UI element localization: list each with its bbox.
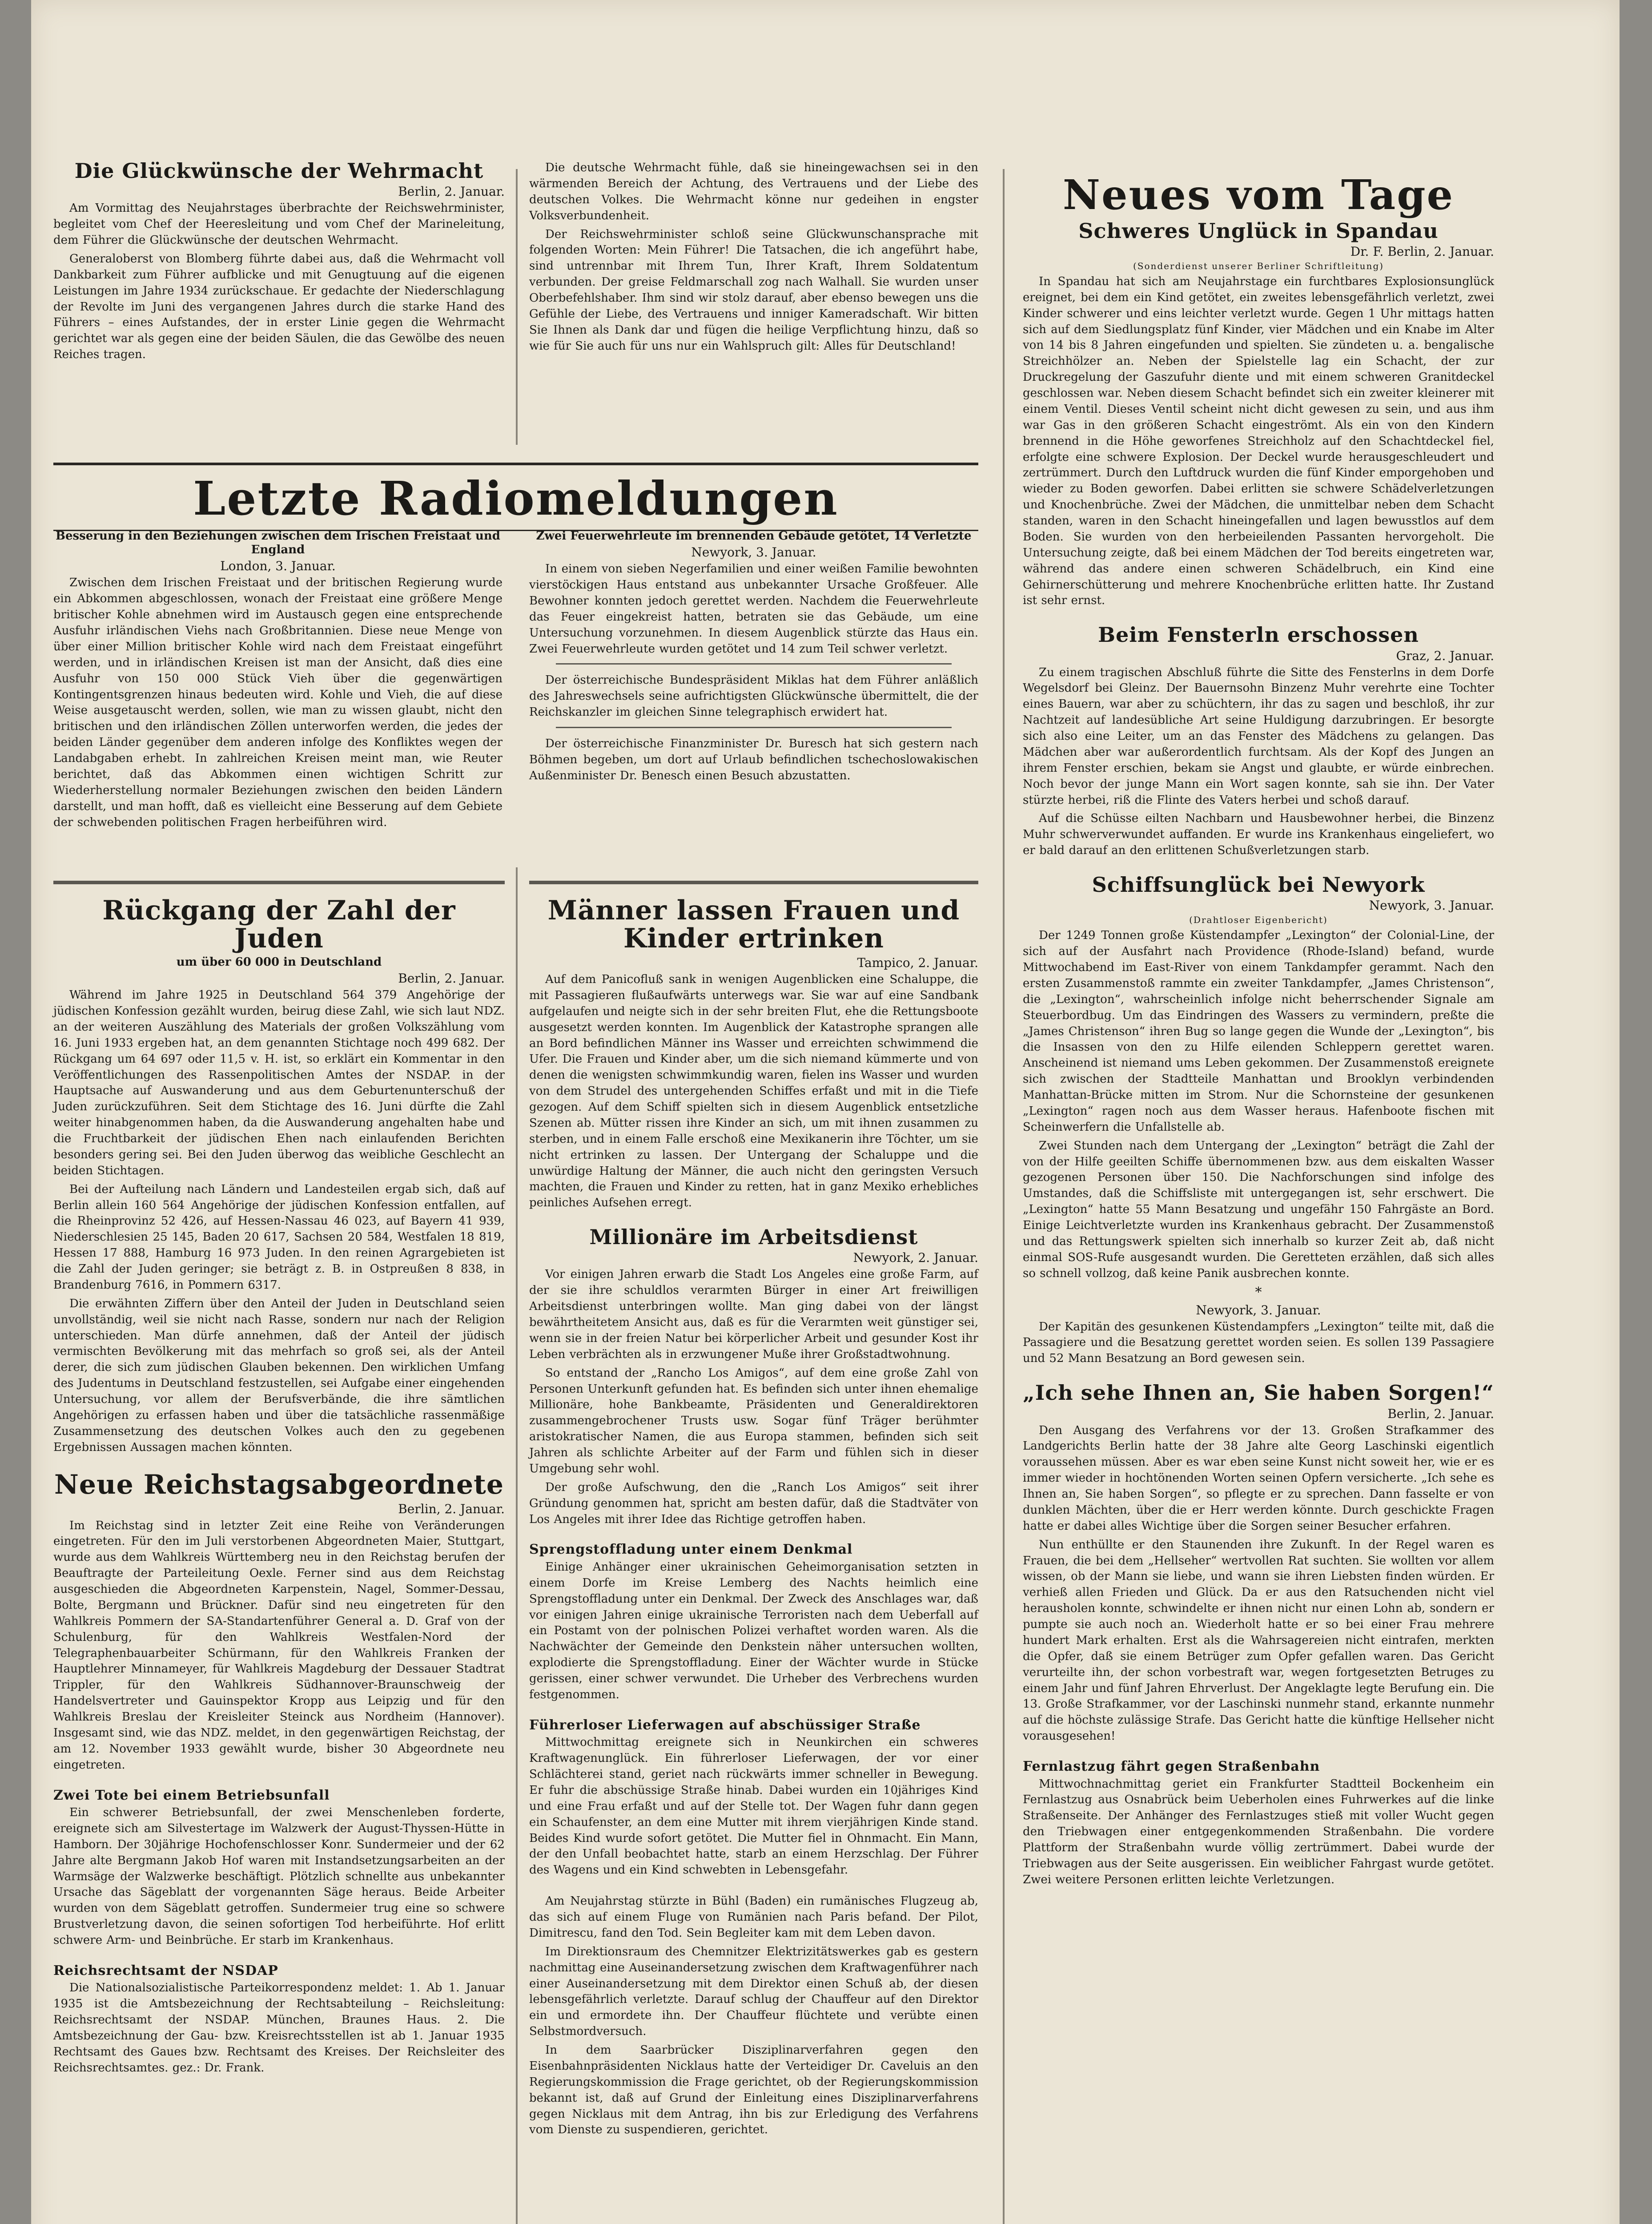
- article-paragraph: Der Kapitän des gesunkenen Küstendampfers „Lexington“ teilte mit, daß die Passagiere und die Besatzung gerettet worden seien. Es sollen 139 Passagiere und 52 Mann Besatzung an Bord gewesen sein.: [1023, 1320, 1494, 1366]
- article-paragraph: Der österreichische Bundespräsident Miklas hat dem Führer anläßlich des Jahreswechsels seine aufrichtigsten Glückwünsche übermittelt, die der Reichskanzler im gleichen Sinne telegraphisch erwidert hat.: [529, 673, 978, 719]
- article-paragraph: Vor einigen Jahren erwarb die Stadt Los Angeles eine große Farm, auf der sie ihre schuldlos verarmten Bürger in einer Art freiwilligen Arbeitsdienst unterbringen wollte. Man ging dabei von der längst bewährtheitetem Ansicht aus, daß es für die Verarmten weit günstiger sei, wenn sie in der freien Natur bei körperlicher Arbeit und gesunder Kost ihr Leben verbrächten als in erzwungener Muße ihrer Großstadtwohnung.: [529, 1268, 978, 1361]
- article-paragraph: Der große Aufschwung, den die „Ranch Los Amigos“ seit ihrer Gründung genommen hat, spricht am besten dafür, daß die Stadtväter von Los Angeles mit ihrer Idee das Richtige getroffen haben.: [529, 1480, 978, 1526]
- article-flugzeug: [529, 1894, 978, 2138]
- article-juden: [53, 897, 505, 1456]
- article-paragraph: Der 1249 Tonnen große Küstendampfer „Lexington“ der Colonial-Line, der sich auf der Ausfahrt nach Providence (Rhode-Island) befand, wurde Mittwochabend im East-River von einem Tankdampfer gerammt. Nach den ersten Zusammenstoß rammte ein zweiter Tankdampfer, „James Christenson“, die „Lexington“, wahrscheinlich infolge nicht beherrschender Signale am Steuerbordbug. Um das Eindringen des Wassers zu vermindern, preßte die „James Christenson“ ihren Bug so lange gegen die Wunde der „Lexington“, bis die Insassen von den zu Hilfe eilenden Schleppern gerettet waren. Anscheinend ist niemand ums Leben gekommen. Der Zusammenstoß ereignete sich zwischen der Stadtteile Manhattan und Brooklyn verbindenden Manhattan-Brücke mitten im Strom. Nur die Schornsteine der gesunkenen „Lexington“ ragen noch aus dem Wasser heraus. Hafenboote fischen mit Scheinwerfern die Unfallstelle ab.: [1023, 929, 1494, 1134]
- article-headline: Führerloser Lieferwagen auf abschüssiger Straße: [529, 1717, 921, 1733]
- article-headline: Neue Reichstagsabgeordnete: [54, 1469, 504, 1500]
- separator: [53, 881, 505, 884]
- article-dateline: Newyork, 3. Januar.: [1196, 1302, 1321, 1317]
- article-paragraph: Während im Jahre 1925 in Deutschland 564 379 Angehörige der jüdischen Konfession gezählt wurden, beirug diese Zahl, wie sich laut NDZ. an der weiteren Auszählung des Materials der großen Volkszählung vom 16. Juni 1933 ergeben hat, an dem genannten Stichtage noch 499 682. Der Rückgang um 64 697 oder 11,5 v. H. ist, so erklärt ein Kommentar in den Veröffentlichungen des Rassenpolitischen Amtes der NSDAP. in der Hauptsache auf Auswanderung und aus dem Geburtenunterschuß der Juden zurückzuführen. Seit dem Stichtage des 16. Juni dürfte die Zahl weiter hinabgenommen haben, da die Auswanderung angehalten habe und die Fruchtbarkeit der jüdischen Ehen nach einlaufenden Berichten besonders gering sei. Bei den Juden überwog das weibliche Geschlecht an beiden Stichtagen.: [53, 988, 505, 1177]
- radio-columns: [53, 529, 978, 850]
- article-dateline: Berlin, 2. Januar.: [1387, 1406, 1494, 1421]
- article-dateline: Tampico, 2. Januar.: [857, 955, 978, 970]
- column-1-top: [53, 160, 505, 378]
- article-paragraph: Auf die Schüsse eilten Nachbarn und Hausbewohner herbei, die Binzenz Muhr schwerverwundet auffanden. Er wurde ins Krankenhaus eingeliefert, wo er bald darauf an den erlittenen Schußverletzungen starb.: [1023, 812, 1494, 858]
- article-headline: Sprengstoffladung unter einem Denkmal: [529, 1542, 853, 1558]
- article-paragraph: Auf dem Panicofluß sank in wenigen Augenblicken eine Schaluppe, die mit Passagieren flußaufwärts unterwegs war. Sie war auf eine Sandbank aufgelaufen und neigte sich in der sehr breiten Flut, ehe die Rettungsboote ausgesetzt werden konnten. Im Augenblick der Katastrophe sprangen alle an Bord befindlichen Männer ins Wasser und erreichten schwimmend die Ufer. Die Frauen und Kinder aber, um die sich niemand kümmerte und von denen die wenigsten schwimmkundig waren, fielen ins Wasser und wurden von dem Strudel des untergehenden Schiffes erfaßt und mit in die Tiefe gezogen. Auf dem Schiff spielten sich in diesem Augenblick entsetzliche Szenen ab. Mütter rissen ihre Kinder an sich, um mit ihnen zusammen zu sterben, und in einem Falle erschoß eine Mexikanerin ihre Töchter, um sie nicht ertrinken zu lassen. Der Untergang der Schaluppe und die unwürdige Haltung der Männer, die auch nicht den geringsten Versuch machten, die Frauen und Kinder zu retten, hat in ganz Mexiko erhebliches peinliches Aufsehen erregt.: [529, 973, 978, 1210]
- column-2-top: [529, 160, 978, 370]
- article-paragraph: Der österreichische Finanzminister Dr. Buresch hat sich gestern nach Böhmen begeben, um dort auf Urlaub befindlichen tschechoslowakischen Außenminister Dr. Benesch einen Besuch abzustatten.: [529, 737, 978, 782]
- article-paragraph: In Spandau hat sich am Neujahrstage ein furchtbares Explosionsunglück ereignet, bei dem ein Kind getötet, ein zweites lebensgefährlich verletzt, zwei Kinder schwerer und eins leichter verletzt wurde. Gegen 1 Uhr mittags hatten sich auf dem Siedlungsplatz fünf Kinder, vier Mädchen und ein Knabe im Alter von 14 bis 8 Jahren eingefunden und spielten. Sie zündeten u. a. bengalische Streichhölzer an. Neben der Spielstelle lag ein Schacht, der zur Druckregelung der Gaszufuhr diente und mit einem schweren Granitdeckel geschlossen war. Neben diesem Schacht befindet sich ein zweiter kleinerer mit einem Ventil. Dieses Ventil scheint nicht dicht gewesen zu sein, und aus ihm war Gas in den größeren Schacht eingeströmt. Als ein von den Kindern brennend in die Höhe geworfenes Streichholz auf den Schachtdeckel fiel, erfolgte eine schwere Explosion. Der Deckel wurde herausgeschleudert und zertrümmert. Durch den Luftdruck wurden die fünf Kinder emporgehoben und wieder zu Boden geworfen. Dabei erlitten sie schwere Schädelverletzungen und Knochenbrüche. Zwei der Mädchen, die unmittelbar neben dem Schacht standen, waren in den Schacht hineingefallen und lagen bewusstlos auf dem Boden. Sie wurden von den herbeieilenden Passanten hervorgeholt. Die Untersuchung zeigte, daß bei einem Mädchen der Tod bereits eingetreten war, während das andere einen schweren Schädelbruch, ein Kind eine Gehirnerschütterung und mehrere Knochenbrüche erlitten hatte. Ihr Zustand ist sehr ernst.: [1023, 274, 1494, 608]
- article-dateline: Dr. F. Berlin, 2. Januar.: [1350, 244, 1494, 259]
- article-fernlastzug: [1023, 1760, 1494, 1888]
- article-dateline: Graz, 2. Januar.: [1396, 648, 1494, 663]
- article-maenner: [529, 897, 978, 1211]
- article-source: (Drahtloser Eigenbericht): [1189, 915, 1328, 926]
- radio-section: [53, 463, 978, 531]
- article-dateline: Berlin, 2. Januar.: [398, 1501, 505, 1516]
- article-dateline: Newyork, 3. Januar.: [1369, 898, 1494, 913]
- column-2-lower: [529, 872, 978, 2153]
- article-headline: „Ich sehe Ihnen an, Sie haben Sorgen!“: [1023, 1381, 1494, 1405]
- article-paragraph: Nun enthüllte er den Staunenden ihre Zukunft. In der Regel waren es Frauen, die bei dem „Hellseher“ wertvollen Rat suchten. Sie wollten vor allem wissen, ob der Mann sie liebe, und wann sie ihren Liebsten finden würden. Er verhieß allen Frieden und Glück. Da er aus den Ratsuchenden nicht viel herausholen konnte, schwindelte er ihnen nicht nur einen Lohn ab, sondern er pumpte sie auch noch an. Wiederholt hatte er so bei einer Frau mehrere hundert Mark erhalten. Erst als die Wahrsagereien nicht eintrafen, merkten die Opfer, daß sie einem Betrüger zum Opfer gefallen waren. Das Gericht verurteilte ihn, der schon vorbestraft war, wegen fortgesetzten Betruges zu einem Jahr und fünf Jahren Ehrverlust. Der Angeklagte legte Berufung ein. Die 13. Große Strafkammer, vor der Laschinski nunmehr stand, erkannte nunmehr auf die höchste zulässige Strafe. Das Gericht hatte die künftige Hellseher nicht vorausgesehen!: [1023, 1538, 1494, 1743]
- article-paragraph: Zwei Stunden nach dem Untergang der „Lexington“ beträgt die Zahl der von der Hilfe geeilten Schiffe übernommenen bzw. aus dem eiskalten Wasser gezogenen Personen über 150. Die Nachforschungen sind infolge des Umstandes, daß die Schiffsliste mit untergegangen ist, sehr erschwert. Die „Lexington“ hatte 55 Mann Besatzung und ungefähr 150 Fahrgäste an Bord. Einige Leichtverletzte wurden ins Krankenhaus gebracht. Der Zusammenstoß und das Rettungswerk spielten sich innerhalb so kurzer Zeit ab, daß nicht einmal SOS-Rufe ausgesandt wurden. Die Geretteten erzählen, daß sich alles so schnell vollzog, daß keine Panik ausbrechen konnte.: [1023, 1139, 1494, 1280]
- article-paragraph: Zu einem tragischen Abschluß führte die Sitte des Fensterlns in dem Dorfe Wegelsdorf bei Gleinz. Der Bauernsohn Binzenz Muhr verehrte eine Tochter eines Bauern, war aber zu schüchtern, ihr das zu sagen und beschloß, ihr zur Nachtzeit auf landesübliche Art seine Huldigung darzubringen. Er besorgte sich also eine Leiter, um an das Fenster des Mädchens zu gelangen. Das Mädchen aber war außerordentlich furchtsam. Als der Kopf des Jungen an ihrem Fenster erschien, bekam sie Angst und glaubte, er würde einbrechen. Noch bevor der junge Mann ein Wort sagen konnte, sah sie ihn. Der Vater stürzte herbei, riß die Flinte des Vaters herbei und schoß darauf.: [1023, 665, 1494, 807]
- article-paragraph: Die erwähnten Ziffern über den Anteil der Juden in Deutschland seien unvollständig, weil sie nicht nach Rasse, sondern nur nach der Religion unterschieden. Man dürfe annehmen, daß der Anteil der jüdisch vermischten Bevölkerung mit das mehrfach so groß sei, als der Anteil derer, die sich zum jüdischen Glauben bekennen. Den wirklichen Umfang des Judentums in Deutschland festzustellen, sei Aufgabe einer eingehenden Untersuchung, vor allem der Berufsverbände, die ihre sämtlichen Angehörigen zu erfassen haben und über die tatsächliche rassenmäßige Zusammensetzung des deutschen Volkes auch den zu gegebenen Ergebnissen Aussagen machen könnten.: [53, 1297, 505, 1454]
- article-lieferwagen: [529, 1718, 978, 1878]
- article-millionaere: [529, 1226, 978, 1527]
- article-paragraph: Mittwochnachmittag geriet ein Frankfurter Stadtteil Bockenheim ein Fernlastzug aus Osnabrück beim Ueberholen eines Fuhrwerkes auf die linke Straßenseite. Der Anhänger des Fernlastzuges stieß mit voller Wucht gegen den Triebwagen einer entgegenkommenden Straßenbahn. Die vordere Plattform der Straßenbahn wurde völlig zertrümmert. Dabei wurde der Triebwagen aus der Seite ausgerissen. Ein weiblicher Fahrgast wurde getötet. Zwei weitere Personen erlitten leichte Verletzungen.: [1023, 1777, 1494, 1886]
- article-dateline: Berlin, 2. Januar.: [398, 184, 505, 199]
- separator: [529, 881, 978, 884]
- article-paragraph: Die deutsche Wehrmacht fühle, daß sie hineingewachsen sei in den wärmenden Bereich der Achtung, des Vertrauens und der Liebe des deutschen Volkes. Die Wehrmacht könne nur gedeihen in engster Volksverbundenheit.: [529, 161, 978, 222]
- article-subline: Besserung in den Beziehungen zwischen dem Irischen Freistaat und England: [56, 529, 500, 557]
- article-schiff: [1023, 874, 1494, 1367]
- article-paragraph: Den Ausgang des Verfahrens vor der 13. Großen Strafkammer des Landgerichts Berlin hatte der 38 Jahre alte Georg Laschinski eigentlich voraussehen müssen. Aber es war eben seine Kunst nicht soweit her, wie er es immer wieder in hochtönenden Worten seinen Opfern versicherte. „Ich sehe es Ihnen an, Sie haben Sorgen“, so pflegte er zu sprechen. Dann fasselte er von dunklen Mächten, über die er Herr werden könnte. Durch geschickte Fragen hatte er dabei alles Wichtige über die Sorgen seiner Besucher erfahren.: [1023, 1423, 1494, 1533]
- article-headline: Schiffsunglück bei Newyork: [1092, 873, 1425, 897]
- article-headline: Millionäre im Arbeitsdienst: [589, 1225, 918, 1249]
- article-wehrmacht-continued: [529, 160, 978, 355]
- column-rule: [516, 867, 518, 2224]
- radio-left: [53, 529, 502, 833]
- section-headline: Neues vom Tage: [1062, 171, 1455, 219]
- section-headline: Letzte Radiomeldungen: [193, 471, 839, 526]
- article-paragraph: In einem von sieben Negerfamilien und einer weißen Familie bewohnten vierstöckigen Haus entstand aus unbekannter Ursache Großfeuer. Alle Bewohner konnten jedoch gerettet werden. Nachdem die Feuerwehrleute das Feuer eingekreist hatten, betraten sie das Gebäude, um eine Untersuchung vorzunehmen. In diesem Augenblick stürzte das Haus ein. Zwei Feuerwehrleute wurden getötet und 14 zum Teil schwer verletzt.: [529, 562, 978, 656]
- article-headline: Männer lassen Frauen und Kinder ertrinken: [547, 895, 960, 954]
- article-paragraph: Ein schwerer Betriebsunfall, der zwei Menschenleben forderte, ereignete sich am Silvestertage im Walzwerk der August-Thyssen-Hütte in Hamborn. Der 30jährige Hochofenschlosser Konr. Sundermeier und der 62 Jahre alte Bergmann Jakob Hof waren mit Instandsetzungsarbeiten an der Warmsäge der Walzwerke beschäftigt. Plötzlich schnellte aus unbekannter Ursache das Sägeblatt der vorgenannten Säge heraus. Beide Arbeiter wurden von dem Sägeblatt getroffen. Sundermeier trug eine so schwere Brustverletzung davon, die seinen sofortigen Tod herbeiführte. Hof erlitt schwere Arm- und Beinbrüche. Er starb im Krankenhaus.: [53, 1806, 505, 1947]
- article-paragraph: Generaloberst von Blomberg führte dabei aus, daß die Wehrmacht voll Dankbarkeit zum Führer aufblicke und mit Genugtuung auf die eigenen Leistungen im Jahre 1934 zurückschaue. Er gedachte der Niederschlagung der Revolte im Juni des vergangenen Jahres durch die starke Hand des Führers – eines Aufstandes, der in erster Linie gegen die Wehrmacht gerichtet war als gegen eine der beiden Säulen, die das Gewölbe des neuen Reiches tragen.: [53, 252, 505, 362]
- article-dateline: Newyork, 3. Januar.: [691, 545, 816, 560]
- article-headline: Reichsrechtsamt der NSDAP: [53, 1962, 278, 1978]
- article-headline: Schweres Unglück in Spandau: [1078, 218, 1439, 243]
- column-rule: [516, 169, 518, 445]
- article-headline: Beim Fensterln erschossen: [1098, 623, 1419, 647]
- article-subline: Zwei Feuerwehrleute im brennenden Gebäude getötet, 14 Verletzte: [536, 529, 972, 543]
- article-reichsrechtsamt: [53, 1964, 505, 2076]
- article-paragraph: In dem Saarbrücker Disziplinarverfahren gegen den Eisenbahnpräsidenten Nicklaus hatte der Verteidiger Dr. Caveluis an den Regierungskommission die Frage gerichtet, ob der Regierungskommission bekannt ist, daß auf Grund der Einleitung eines Disziplinarverfahrens gegen Nicklaus mit dem Antrag, ihn bis zur Erledigung des Verfahrens vom Dienste zu suspendieren, gerichtet.: [529, 2043, 978, 2137]
- article-paragraph: Einige Anhänger einer ukrainischen Geheimorganisation setzten in einem Dorfe im Kreise Lemberg des Nachts heimlich eine Sprengstoffladung unter ein Denkmal. Der Zweck des Anschlages war, daß vor einigen Jahren einige ukrainische Terroristen nach dem Ueberfall auf ein Postamt von der polnischen Polizei verhaftet worden waren. Als die Nachwächter der Gemeinde den Denkstein näher untersuchen wollten, explodierte die Sprengstoffladung. Einer der Wächter wurde in Stücke gerissen, einer schwer verwundet. Die Urheber des Verbrechens wurden festgenommen.: [529, 1560, 978, 1701]
- article-sprengstoff: [529, 1543, 978, 1703]
- radio-right: [529, 529, 978, 787]
- article-paragraph: Der Reichswehrminister schloß seine Glückwunschansprache mit folgenden Worten: Mein Führer! Die Tatsachen, die ich angeführt habe, sind untrennbar mit Ihrem Tun, Ihrer Kraft, Ihrem Soldatentum verbunden. Der greise Feldmarschall zog nach Walhall. Sie wurden unser Oberbefehlshaber. Ihm sind wir stolz darauf, aber ebenso bewegen uns die Gefühle der Liebe, des Vertrauens und inniger Kameradschaft. Wir bitten Sie Ihnen als Dank dar und fügen die heilige Verpflichtung hinzu, daß so wie für Sie auch für uns nur ein Wahlspruch gilt: Alles für Deutschland!: [529, 227, 978, 353]
- article-paragraph: Im Direktionsraum des Chemnitzer Elektrizitätswerkes gab es gestern nachmittag eine Auseinandersetzung zwischen dem Kraftwagenführer nach einer Auseinandersetzung mit dem Direktor einen Schuß ab, der diesen lebensgefährlich verletzte. Darauf schlug der Chauffeur auf den Direktor ein und ermordete ihn. Der Chauffeur flüchtete und verübte einen Selbstmordversuch.: [529, 1945, 978, 2039]
- article-dateline: Newyork, 2. Januar.: [853, 1250, 978, 1265]
- article-paragraph: Am Vormittag des Neujahrstages überbrachte der Reichswehrminister, begleitet vom Chef der Heeresleitung und vom Chef der Marineleitung, dem Führer die Glückwünsche der deutschen Wehrmacht.: [53, 201, 505, 247]
- separator: [556, 727, 952, 728]
- article-subline: um über 60 000 in Deutschland: [176, 955, 382, 969]
- article-dateline: Berlin, 2. Januar.: [398, 971, 505, 986]
- article-reichstag: [53, 1471, 505, 1773]
- separator: [556, 663, 952, 665]
- article-paragraph: So entstand der „Rancho Los Amigos“, auf dem eine große Zahl von Personen Unterkunft gefunden hat. Es befinden sich unter ihnen ehemalige Millionäre, hohe Bankbeamte, Präsidenten und Generaldirektoren zusammengebrochener Trusts usw. Sogar fünf Träger berühmter aristokratischer Namen, die aus Europa stammen, befinden sich seit Jahren als schlichte Arbeiter auf der Farm und fühlen sich in dieser Umgebung sehr wohl.: [529, 1366, 978, 1475]
- article-paragraph: Im Reichstag sind in letzter Zeit eine Reihe von Veränderungen eingetreten. Für den im Juli verstorbenen Abgeordneten Maier, Stuttgart, wurde aus dem Wahlkreis Württemberg neu in den Reichstag berufen der Beauftragte der Parteileitung Oexle. Ferner sind aus dem Reichstag ausgeschieden die Abgeordneten Karpenstein, Nagel, Sommer-Dessau, Bolte, Bergmann und Brückner. Dafür sind neu eingetreten für den Wahlkreis Pommern der SA-Standartenführer General a. D. Graf von der Schulenburg, für den Wahlkreis Westfalen-Nord der Telegraphenbauarbeiter Schürmann, für den Wahlkreis Franken der Hauptlehrer Minnameyer, für Wahlkreis Magdeburg der Dessauer Stadtrat Trippler, für den Wahlkreis Südhannover-Braunschweig der Handelsvertreter und Gauinspektor Kropp aus Leipzig und für den Wahlkreis Breslau der Kreisleiter Steinck aus Nordheim (Hannover). Insgesamt sind, wie das NDZ. meldet, in den gegenwärtigen Reichstag, der am 12. November 1933 gewählt wurde, bisher 30 Abgeordnete neu eingetreten.: [53, 1519, 505, 1772]
- article-dateline: London, 3. Januar.: [220, 559, 336, 574]
- article-paragraph: Bei der Aufteilung nach Ländern und Landesteilen ergab sich, daß auf Berlin allein 160 564 Angehörige der jüdischen Konfession entfallen, auf die Rheinprovinz 52 426, auf Hessen-Nassau 46 023, auf Bayern 41 939, Niederschlesien 25 145, Baden 20 617, Sachsen 20 584, Westfalen 18 819, Hessen 17 888, Hamburg 16 973 Juden. In den reinen Agrargebieten ist die Zahl der Juden geringer; sie beträgt z. B. in Ostpreußen 8 838, in Brandenburg 7616, in Pommern 6317.: [53, 1182, 505, 1292]
- star-separator: *: [1255, 1284, 1262, 1300]
- article-headline: Rückgang der Zahl der Juden: [102, 895, 456, 954]
- article-paragraph: Am Neujahrstag stürzte in Bühl (Baden) ein rumänisches Flugzeug ab, das sich auf einem Fluge von Rumänien nach Paris befand. Der Pilot, Dimitrescu, fand den Tod. Sein Begleiter kam mit dem Leben davon.: [529, 1894, 978, 1940]
- article-wehrmacht: [53, 160, 505, 363]
- article-headline: Fernlastzug fährt gegen Straßenbahn: [1023, 1759, 1320, 1775]
- article-neues-vom-tage: [1023, 173, 1494, 609]
- article-source: (Sonderdienst unserer Berliner Schriftleitung): [1133, 260, 1384, 271]
- article-paragraph: Mittwochmittag ereignete sich in Neunkirchen ein schweres Kraftwagenunglück. Ein führerloser Lieferwagen, der vor einer Schlächterei stand, geriet nach rückwärts immer schneller in Bewegung. Er fuhr die abschüssige Straße hinab. Dabei wurden ein 10jähriges Kind und eine Frau erfaßt und auf der Stelle tot. Der Wagen fuhr dann gegen ein Schaufenster, an dem eine Mutter mit ihrem vierjährigen Kinde stand. Beides Kind wurde sofort getötet. Die Mutter fiel in Ohnmacht. Ein Mann, der den Unfall beobachtet hatte, starb an einem Herzschlag. Der Führer des Wagens und ein Kind schwebten in Lebensgefahr.: [529, 1736, 978, 1877]
- column-3: [1023, 173, 1494, 1903]
- article-paragraph: Zwischen dem Irischen Freistaat und der britischen Regierung wurde ein Abkommen abgeschlossen, wonach der Freistaat eine größere Menge britischer Kohle abnehmen wird im Austausch gegen eine entsprechende Ausfuhr irländischen Viehs nach Großbritannien. Diese neue Menge von über einer Million britischer Kohle wird nach dem Freistaat eingeführt werden, und in irländischen Kreisen ist man der Ansicht, daß dies eine Ausfuhr von 150 000 Stück Vieh über die gegenwärtigen Kontingentsgrenzen hinaus bedeuten wird. Kohle und Vieh, die auf diese Weise ausgetauscht werden, sollen, wie man zu wissen glaubt, nicht den britischen und den irländischen Zöllen unterworfen werden, die jedes der beiden Länder gegenüber dem anderen infolge des Konfliktes wegen der Landabgaben erhebt. In zahlreichen Kreisen meint man, wie Reuter berichtet, daß das Abkommen einen wichtigen Schritt zur Wiederherstellung normaler Beziehungen zwischen den beiden Ländern darstellt, und man hofft, daß es vielleicht eine Besserung auf dem Gebiete der schwebenden politischen Fragen herbeiführen wird.: [53, 576, 502, 829]
- article-sorgen: [1023, 1382, 1494, 1745]
- article-betriebsunfall: [53, 1789, 505, 1949]
- article-fensterln: [1023, 624, 1494, 859]
- article-paragraph: Die Nationalsozialistische Parteikorrespondenz meldet: 1. Ab 1. Januar 1935 ist die Amtsbezeichnung der Rechtsabteilung – Reichsleitung: Reichsrechtsamt der NSDAP. München, Braunes Haus. 2. Die Amtsbezeichnung der Gau- bzw. Kreisrechtsstellen ist ab 1. Januar 1935 Rechtsamt des Gaues bzw. Rechtsamt des Kreises. Der Reichsleiter des Reichsrechtsamtes. gez.: Dr. Frank.: [53, 1981, 505, 2075]
- column-1-lower: [53, 872, 505, 2091]
- column-rule: [1003, 169, 1005, 2224]
- article-headline: Zwei Tote bei einem Betriebsunfall: [53, 1787, 330, 1803]
- article-headline: Die Glückwünsche der Wehrmacht: [74, 159, 484, 183]
